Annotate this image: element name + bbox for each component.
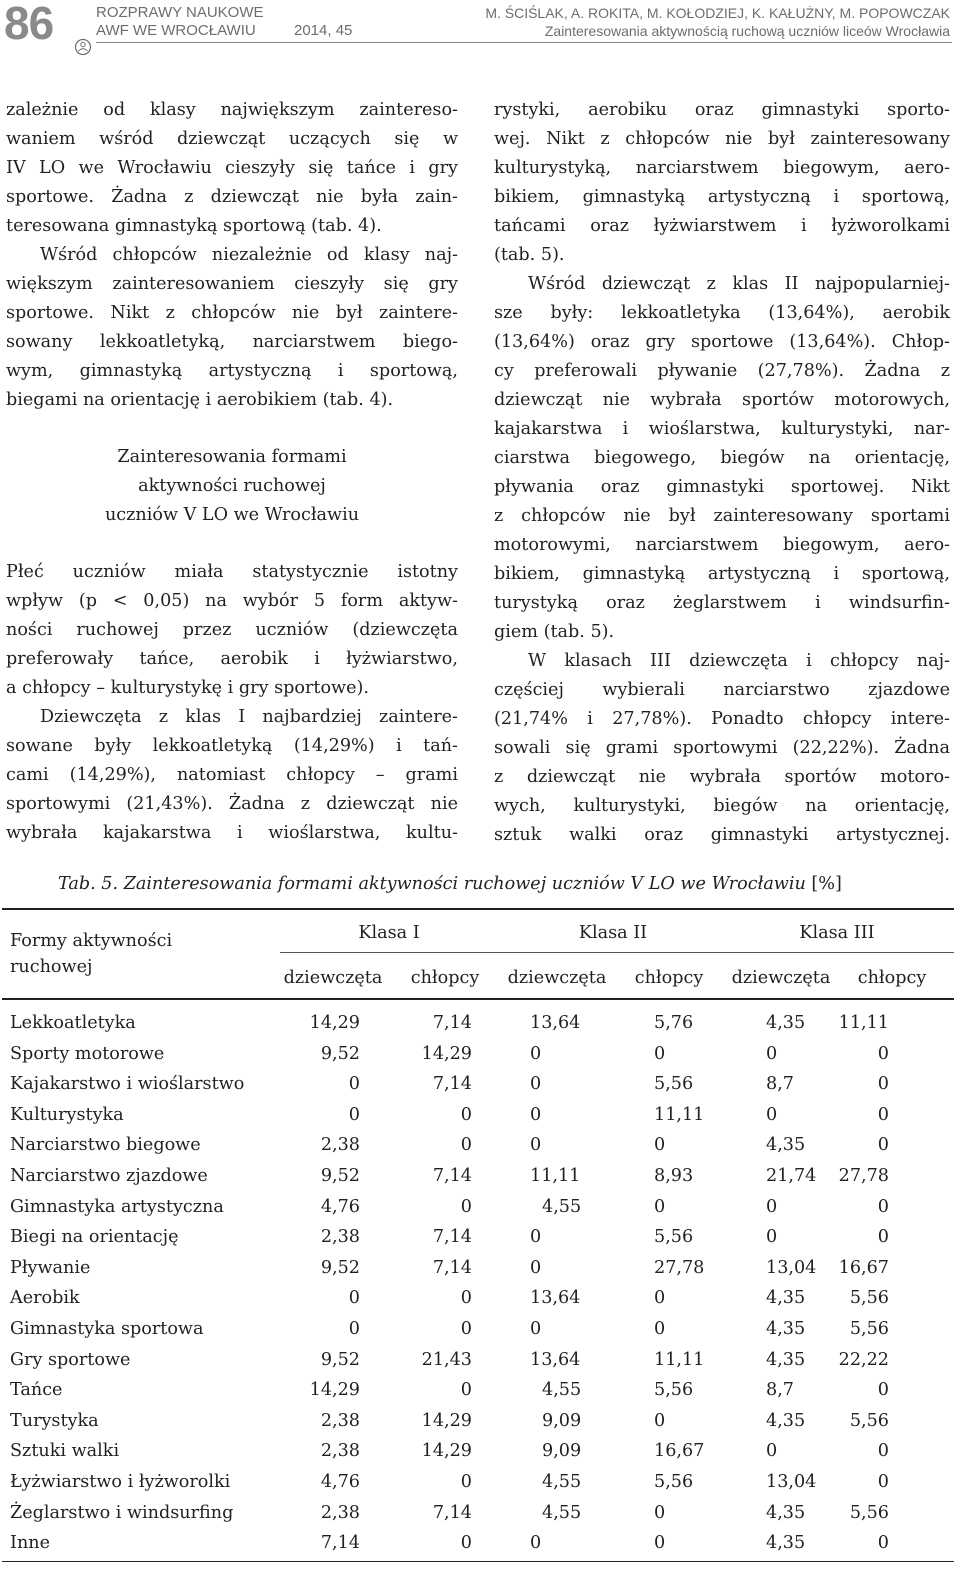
text-line: Wśród chłopców niezależnie od klasy naj- (40, 245, 458, 265)
text-line: wej. Nikt z chłopców nie był zainteresowany (494, 129, 950, 149)
table-cell: 0 (348, 1104, 360, 1125)
row-label: Żeglarstwo i windsurfing (10, 1502, 234, 1523)
table-cell: 0 (654, 1135, 666, 1156)
table-caption-title: Zainteresowania formami aktywności ruchowej uczniów V LO we Wrocławiu (123, 874, 806, 894)
text-line: bikiem, gimnastyką artystyczną i sportową, (494, 187, 950, 207)
paragraph (6, 241, 458, 415)
journal-year: 2014, 45 (294, 22, 353, 39)
table-row (0, 1039, 960, 1070)
table-cell: 0 (654, 1502, 666, 1523)
paragraph (494, 647, 950, 850)
table-row (0, 1406, 960, 1437)
table-cell: 14,29 (309, 1380, 360, 1401)
text-line: częściej wybierali narciarstwo zjazdowe (494, 680, 950, 700)
table-cell: 0 (530, 1043, 542, 1064)
heading-line: uczniów V LO we Wrocławiu (104, 505, 360, 525)
table-cell: 0 (877, 1074, 889, 1095)
row-label: Tańce (10, 1380, 63, 1401)
table-cell: 4,55 (542, 1472, 582, 1492)
paragraph (6, 703, 458, 848)
table-cell: 9,52 (320, 1349, 360, 1370)
table-cell: 27,78 (654, 1257, 705, 1278)
table-cell: 0 (877, 1043, 889, 1064)
table-cell: 7,14 (432, 1166, 472, 1186)
text-line: ności ruchowej przez uczniów (dziewczęta (6, 620, 458, 640)
table-cell: 7,14 (432, 1227, 472, 1248)
text-line: biegami na orientację i aerobikiem (tab. 4). (6, 390, 394, 410)
journal-line-2: AWF WE WROCŁAWIU (96, 22, 256, 39)
table-cell: 2,38 (320, 1227, 360, 1248)
table-cell: 14,29 (421, 1410, 472, 1431)
table-caption-unit: [%] (811, 874, 842, 894)
text-line: kajakarstwa i wioślarstwa, kulturystyki, nar- (494, 419, 950, 439)
table-cell: 7,14 (320, 1533, 360, 1554)
right-column (494, 96, 950, 850)
text-line: turystyką oraz żeglarstwem i windsurfin- (494, 593, 950, 613)
text-line: preferowały tańce, aerobik i łyżwiarstwo, (6, 649, 458, 669)
text-line: IV LO we Wrocławiu cieszyły się tańce i gry (6, 158, 458, 178)
text-line: pływania oraz gimnastyki sportowej. Nikt (494, 477, 950, 497)
table-cell: 0 (460, 1319, 472, 1339)
table-cell: 8,7 (766, 1074, 794, 1095)
table-cell: 5,56 (654, 1472, 694, 1492)
table-first-header: Formy aktywności ruchowej (10, 931, 173, 977)
row-label: Pływanie (10, 1257, 91, 1278)
table-cell: 22,22 (838, 1349, 889, 1370)
row-label: Sztuki walki (10, 1441, 120, 1462)
table-cell: 0 (530, 1135, 542, 1156)
text-line: wybrała kajakarstwa i wioślarstwa, kultu- (6, 823, 458, 843)
table-row (0, 1498, 960, 1529)
table-group-header: Klasa III (799, 923, 875, 943)
row-label: Kulturystyka (10, 1104, 124, 1125)
table-group-header: Klasa I (358, 923, 420, 943)
table-cell: 4,35 (766, 1349, 806, 1370)
table-cell: 0 (530, 1227, 542, 1248)
table-row (0, 1100, 960, 1131)
text-line: teresowana gimnastyką sportową (tab. 4). (6, 216, 382, 236)
table-cell: 0 (766, 1227, 778, 1248)
table-cell: 0 (348, 1319, 360, 1339)
table-cell: 0 (460, 1104, 472, 1125)
table-cell: 7,14 (432, 1074, 472, 1095)
table-cell: 0 (460, 1533, 472, 1554)
table-cell: 11,11 (838, 1013, 889, 1033)
table-cell: 0 (654, 1410, 666, 1431)
text-line: motorowymi, narciarstwem biegowym, aero- (494, 535, 950, 555)
table-cell: 13,64 (530, 1349, 581, 1370)
left-column (6, 96, 458, 848)
row-label: Turystyka (10, 1410, 99, 1431)
table-subheader: dziewczęta (731, 968, 831, 988)
text-line: waniem wśród dziewcząt uczących się w (6, 129, 458, 149)
table-cell: 0 (877, 1441, 889, 1462)
table-top-rule (2, 908, 954, 910)
table-cell: 5,56 (849, 1319, 889, 1339)
text-line: cami (14,29%), natomiast chłopcy – grami (6, 765, 458, 785)
heading-line: aktywności ruchowej (138, 476, 326, 496)
table-cell: 0 (460, 1380, 472, 1401)
table-cell: 0 (877, 1135, 889, 1156)
text-line: większym zainteresowaniem cieszyły się gry (6, 274, 458, 294)
table-cell: 0 (877, 1227, 889, 1248)
table-cell: 0 (460, 1472, 472, 1492)
text-line: sowane były lekkoatletyką (14,29%) i tań- (6, 736, 458, 756)
table-cell: 4,35 (766, 1135, 806, 1156)
table-cell: 0 (460, 1288, 472, 1309)
table-cell: 11,11 (654, 1104, 705, 1125)
table-cell: 0 (348, 1074, 360, 1095)
text-line: (13,64%) oraz gry sportowe (13,64%). Chłop- (494, 332, 950, 352)
text-line: sze były: lekkoatletyka (13,64%), aerobik (494, 303, 950, 323)
table-cell: 9,09 (542, 1410, 582, 1431)
table-cell: 13,64 (530, 1013, 581, 1033)
table-row (0, 1314, 960, 1345)
table-cell: 2,38 (320, 1135, 360, 1156)
text-line: z chłopców nie był zainteresowany sportami (494, 506, 950, 526)
table-cell: 13,64 (530, 1288, 581, 1309)
table-cell: 4,35 (766, 1410, 806, 1431)
table-cell: 0 (654, 1043, 666, 1064)
table-cell: 4,35 (766, 1319, 806, 1339)
table-cell: 0 (877, 1104, 889, 1125)
table-row (0, 1008, 960, 1039)
page-header (0, 0, 960, 49)
table-group-rule (280, 952, 954, 953)
table-cell: 4,35 (766, 1013, 806, 1033)
text-line: zależnie od klasy największym zaintereso- (6, 100, 458, 120)
table-subheader: chłopcy (857, 968, 927, 988)
table-cell: 5,56 (849, 1410, 889, 1431)
journal-line-1: ROZPRAWY NAUKOWE (96, 4, 264, 21)
journal-name (96, 4, 353, 40)
table-cell: 5,56 (654, 1380, 694, 1401)
authors-line: M. ŚCIŚLAK, A. ROKITA, M. KOŁODZIEJ, K. KAŁUŻNY, M. POPOWCZAK (485, 5, 950, 21)
text-line: (tab. 5). (494, 245, 565, 265)
text-line: Dziewczęta z klas I najbardziej zaintere- (40, 707, 458, 727)
text-line: wym, gimnastyką artystyczną i sportową, (6, 361, 458, 381)
table-cell: 0 (877, 1472, 889, 1492)
table-row (0, 1467, 960, 1498)
text-line: sztuk walki oraz gimnastyki artystycznej. (494, 825, 950, 845)
table-cell: 21,43 (421, 1349, 472, 1370)
table-cell: 13,04 (766, 1257, 817, 1278)
table-row (0, 1528, 960, 1559)
table-cell: 14,29 (309, 1013, 360, 1033)
table-cell: 2,38 (320, 1410, 360, 1431)
table-header-rule (2, 998, 954, 1000)
text-line: wych, kulturystyki, biegów na orientację, (494, 796, 950, 816)
table-cell: 0 (766, 1104, 778, 1125)
table-cell: 0 (530, 1257, 542, 1278)
text-line: sowali się grami sportowymi (22,22%). Żadna (494, 738, 950, 758)
row-label: Lekkoatletyka (10, 1013, 136, 1033)
table-cell: 4,76 (320, 1472, 360, 1492)
table-subheader: dziewczęta (283, 968, 383, 988)
table-cell: 4,35 (766, 1288, 806, 1309)
table-cell: 11,11 (654, 1349, 705, 1370)
row-label: Narciarstwo biegowe (10, 1135, 201, 1156)
table-cell: 0 (460, 1196, 472, 1217)
table-cell: 0 (460, 1135, 472, 1156)
table-cell: 0 (348, 1288, 360, 1309)
paragraph (6, 558, 458, 703)
awf-logo-icon (74, 38, 92, 56)
text-line: sowany lekkoatletyką, narciarstwem biego- (6, 332, 458, 352)
table-cell: 7,14 (432, 1502, 472, 1523)
row-label: Łyżwiarstwo i łyżworolki (10, 1472, 231, 1492)
table-cell: 5,76 (654, 1013, 694, 1033)
row-label: Gimnastyka artystyczna (10, 1196, 224, 1217)
row-label: Narciarstwo zjazdowe (10, 1166, 208, 1186)
text-line: sportowe. Nikt z chłopców nie był zaintere- (6, 303, 458, 323)
text-line: W klasach III dziewczęta i chłopcy naj- (528, 651, 950, 671)
table-cell: 5,56 (654, 1227, 694, 1248)
table-cell: 9,09 (542, 1441, 582, 1462)
table-cell: 0 (766, 1043, 778, 1064)
table-row (0, 1375, 960, 1406)
table-row (0, 1069, 960, 1100)
paragraph (494, 96, 950, 270)
row-label: Gimnastyka sportowa (10, 1319, 204, 1339)
table-cell: 5,56 (849, 1288, 889, 1309)
text-line: dziewcząt nie wybrała sportów motorowych, (494, 390, 950, 410)
table-cell: 4,76 (320, 1196, 360, 1217)
table-cell: 0 (654, 1533, 666, 1554)
table-row (0, 1130, 960, 1161)
table-row (0, 1253, 960, 1284)
table-cell: 0 (654, 1196, 666, 1217)
paragraph (6, 96, 458, 241)
table-cell: 0 (530, 1074, 542, 1095)
table-cell: 21,74 (766, 1166, 817, 1186)
row-label: Sporty motorowe (10, 1043, 165, 1064)
text-line: Wśród dziewcząt z klas II najpopularniej- (528, 274, 950, 294)
row-label: Inne (10, 1533, 51, 1554)
table-cell: 9,52 (320, 1043, 360, 1064)
table-cell: 0 (877, 1196, 889, 1217)
section-heading (6, 443, 458, 530)
table-row (0, 1192, 960, 1223)
table-bottom-rule (2, 1561, 954, 1563)
header-rule (96, 42, 952, 43)
table-cell: 4,55 (542, 1196, 582, 1217)
row-label: Biegi na orientację (10, 1227, 179, 1248)
table-cell: 14,29 (421, 1441, 472, 1462)
table-cell: 5,56 (654, 1074, 694, 1095)
text-line: rystyki, aerobiku oraz gimnastyki sporto- (494, 100, 950, 120)
text-line: wpływ (p < 0,05) na wybór 5 form aktyw- (6, 591, 458, 611)
table-cell: 4,35 (766, 1502, 806, 1523)
running-title: Zainteresowania aktywnością ruchową uczniów liceów Wrocławia (544, 23, 950, 39)
table-subheader: chłopcy (410, 968, 480, 988)
table-group-header: Klasa II (578, 923, 648, 943)
table-cell: 11,11 (530, 1166, 581, 1186)
table-cell: 0 (877, 1380, 889, 1401)
paragraph (494, 270, 950, 647)
row-label: Aerobik (10, 1288, 80, 1309)
text-line: z dziewcząt nie wybrała sportów motoro- (494, 767, 950, 787)
table-cell: 4,55 (542, 1380, 582, 1401)
text-line: ciarstwa biegowego, biegów na orientację, (494, 448, 950, 468)
row-label: Kajakarstwo i wioślarstwo (10, 1074, 245, 1095)
table-subheader: dziewczęta (507, 968, 607, 988)
table-caption (58, 870, 842, 899)
page-number: 86 (4, 0, 54, 49)
table-cell: 2,38 (320, 1441, 360, 1462)
table-cell: 0 (766, 1196, 778, 1217)
row-label: Gry sportowe (10, 1349, 131, 1370)
table-row (0, 1222, 960, 1253)
heading-line: Zainteresowania formami (117, 447, 347, 467)
table-row (0, 1283, 960, 1314)
text-line: Płeć uczniów miała statystycznie istotny (6, 562, 458, 582)
text-line: giem (tab. 5). (494, 622, 615, 642)
text-line: bikiem, gimnastyką artystyczną i sportową, (494, 564, 950, 584)
table-cell: 0 (654, 1319, 666, 1339)
table-cell: 16,67 (838, 1257, 889, 1278)
table-cell: 0 (766, 1441, 778, 1462)
text-line: tańcami oraz łyżwiarstwem i łyżworolkami (494, 216, 950, 236)
table-cell: 13,04 (766, 1472, 817, 1492)
table-cell: 4,35 (766, 1533, 806, 1554)
table-cell: 4,55 (542, 1502, 582, 1523)
text-line: kulturystyką, narciarstwem biegowym, aero- (494, 158, 950, 178)
table-cell: 8,93 (654, 1166, 694, 1186)
table-cell: 0 (530, 1533, 542, 1554)
text-line: cy preferowali pływanie (27,78%). Żadna z (494, 361, 950, 381)
text-line: a chłopcy – kulturystykę i gry sportowe). (6, 678, 369, 698)
table-row (0, 1345, 960, 1376)
text-line: (21,74% i 27,78%). Ponadto chłopcy intere- (494, 709, 950, 729)
table-cell: 9,52 (320, 1166, 360, 1186)
table-cell: 9,52 (320, 1257, 360, 1278)
table-cell: 16,67 (654, 1441, 705, 1462)
table-cell: 14,29 (421, 1043, 472, 1064)
table-row (0, 1436, 960, 1467)
table-cell: 7,14 (432, 1257, 472, 1278)
table-subheader: chłopcy (634, 968, 704, 988)
table-cell: 0 (530, 1319, 542, 1339)
table-row (0, 1161, 960, 1192)
table-cell: 7,14 (432, 1013, 472, 1033)
text-line: sportowymi (21,43%). Żadna z dziewcząt nie (6, 794, 458, 814)
table-cell: 0 (530, 1104, 542, 1125)
table-cell: 5,56 (849, 1502, 889, 1523)
table-cell: 2,38 (320, 1502, 360, 1523)
table-cell: 8,7 (766, 1380, 794, 1401)
text-line: sportowe. Żadna z dziewcząt nie była zain- (6, 187, 458, 207)
table-cell: 27,78 (838, 1166, 889, 1186)
table-cell: 0 (877, 1533, 889, 1554)
running-header (485, 4, 950, 40)
table-caption-label: Tab. 5. (58, 874, 119, 894)
table-cell: 0 (654, 1288, 666, 1309)
